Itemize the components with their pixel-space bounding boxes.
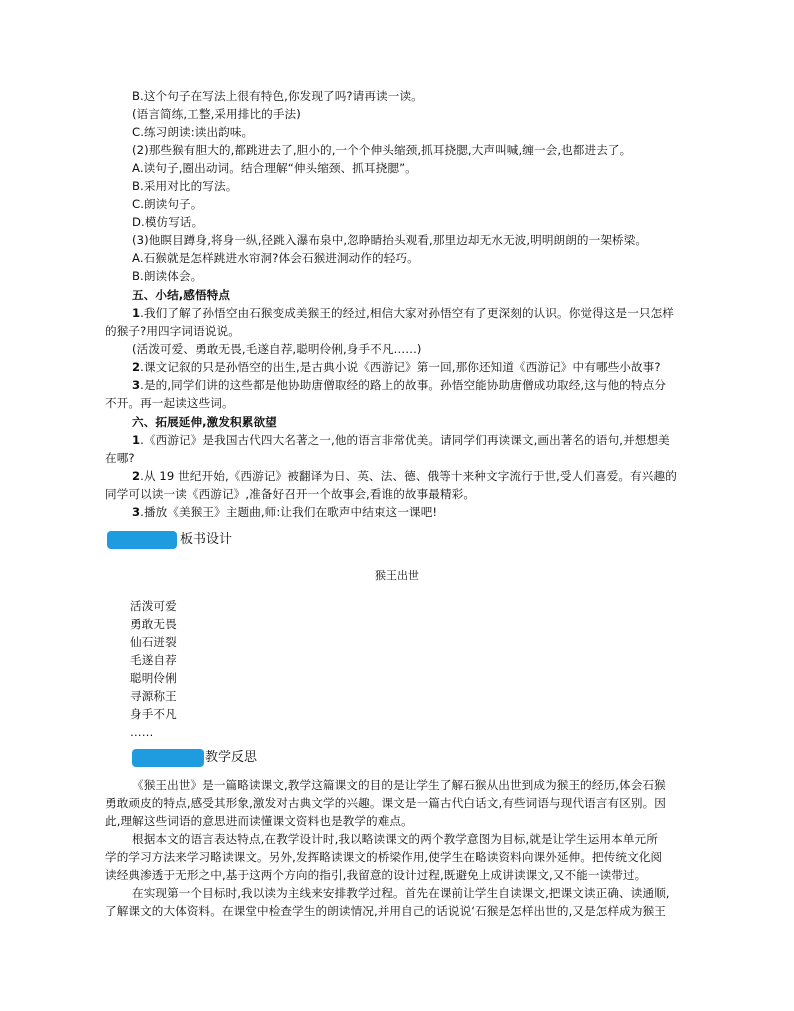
paragraph-text: .播放《美猴王》主题曲,师:让我们在歌声中结束这一课吧!	[140, 505, 438, 519]
paragraph-text: .我们了解了孙悟空由石猴变成美猴王的经过,相信大家对孙悟空有了更深刻的认识。你觉得这是一只怎样	[140, 306, 674, 320]
reflection-line: 在实现第一个目标时,我以读为主线来安排教学过程。首先在课前让学生自读课文,把课文读正确、读通顺,	[132, 886, 670, 900]
text-line: B.这个句子在写法上很有特色,你发现了吗?请再读一读。	[132, 89, 423, 103]
reflection-line: 此,理解这些词语的意思进而读懂课文资料也是教学的难点。	[105, 814, 413, 828]
board-item: 聪明伶俐	[130, 671, 177, 685]
item-number: 2	[132, 469, 141, 483]
reflection-label: 教学反思	[205, 750, 258, 765]
paragraph-line	[132, 505, 437, 519]
text-line: B.采用对比的写法。	[132, 179, 238, 193]
paragraph-line: 不开。再一起读这些词。	[105, 396, 234, 410]
paragraph-text: .是的,同学们讲的这些都是他协助唐僧取经的路上的故事。孙悟空能协助唐僧成功取经,这与他的特点分	[140, 378, 667, 392]
paragraph-line	[132, 378, 666, 392]
section-heading: 五、小结,感悟特点	[132, 288, 231, 302]
reflection-label-bar	[132, 749, 204, 767]
text-line: A.石猴就是怎样跳进水帘洞?体会石猴进洞动作的轻巧。	[132, 251, 419, 265]
reflection-line: 勇敢顽皮的特点,感受其形象,激发对古典文学的兴趣。课文是一篇古代白话文,有些词语与现代语言有区别。因	[105, 796, 666, 810]
text-line: C.朗读句子。	[132, 197, 203, 211]
item-number: 3	[132, 378, 141, 392]
paragraph-line: 在哪?	[105, 451, 135, 465]
paragraph-line	[132, 433, 670, 447]
paragraph-line	[132, 469, 677, 483]
reflection-line: 《猴王出世》是一篇略读课文,教学这篇课文的目的是让学生了解石猴从出世到成为猴王的经历,体会石猴	[132, 778, 666, 792]
text-line: D.模仿写话。	[132, 215, 204, 229]
board-design-label-bar	[107, 531, 177, 549]
board-item: 勇敢无畏	[130, 617, 177, 631]
board-item: 毛遂自荐	[130, 653, 177, 667]
board-item: 寻源称王	[130, 689, 177, 703]
reflection-line: 根据本文的语言表达特点,在教学设计时,我以略读课文的两个教学意图为目标,就是让学生运用本单元所	[132, 832, 658, 846]
text-line: (3)他瞑目蹲身,将身一纵,径跳入瀑布泉中,忽睁睛抬头观看,那里边却无水无波,明明朗朗的一架桥梁。	[132, 233, 648, 247]
text-line: B.朗读体会。	[132, 269, 203, 283]
board-design-label: 板书设计	[180, 532, 233, 547]
reflection-line: 学的学习方法来学习略读课文。另外,发挥略读课文的桥梁作用,使学生在略读资料向课外延伸。把传统文化阅	[105, 850, 663, 864]
text-line: C.练习朗读:读出韵味。	[132, 125, 254, 139]
item-number: 1	[132, 433, 141, 447]
paragraph-line	[132, 306, 674, 320]
paragraph-line	[132, 360, 661, 374]
board-item: 仙石迸裂	[130, 635, 177, 649]
board-item: 身手不凡	[130, 707, 177, 721]
text-line: (2)那些猴有胆大的,都跳进去了,胆小的,一个个伸头缩颈,抓耳挠腮,大声叫喊,缠一会,也都进去了。	[132, 143, 632, 157]
section-heading: 六、拓展延伸,激发积累欲望	[132, 415, 277, 429]
item-number: 1	[132, 306, 141, 320]
board-item: ……	[130, 725, 154, 739]
paragraph-text: .课文记叙的只是孙悟空的出生,是古典小说《西游记》第一回,那你还知道《西游记》中有哪些小故事?	[140, 360, 661, 374]
paragraph-line: 的猴子?用四字词语说说。	[105, 324, 240, 338]
text-line: (语言简练,工整,采用排比的手法)	[132, 107, 301, 121]
paragraph-line: 同学可以读一读《西游记》,准备好召开一个故事会,看谁的故事最精彩。	[105, 487, 476, 501]
reflection-line: 读经典渗透于无形之中,基于这两个方向的指引,我留意的设计过程,既避免上成讲读课文,又不能一读带过。	[105, 868, 647, 882]
reflection-line: 了解课文的大体资料。在课堂中检查学生的朗读情况,并用自己的话说说‘石猴是怎样出世的,又是怎样成为猴王	[105, 904, 666, 918]
paragraph-text: .从 19 世纪开始,《西游记》被翻译为日、英、法、德、俄等十来种文字流行于世,受人们喜爱。有兴趣的	[140, 469, 677, 483]
board-item: 活泼可爱	[130, 599, 177, 613]
board-title: 猴王出世	[375, 569, 419, 582]
item-number: 2	[132, 360, 141, 374]
paragraph-line: (活泼可爱、勇敢无畏,毛遂自荐,聪明伶俐,身手不凡……)	[132, 342, 422, 356]
item-number: 3	[132, 505, 141, 519]
paragraph-text: .《西游记》是我国古代四大名著之一,他的语言非常优美。请同学们再读课文,画出著名的语句,并想想美	[140, 433, 670, 447]
text-line: A.读句子,圈出动词。结合理解“伸头缩颈、抓耳挠腮”。	[132, 161, 417, 175]
